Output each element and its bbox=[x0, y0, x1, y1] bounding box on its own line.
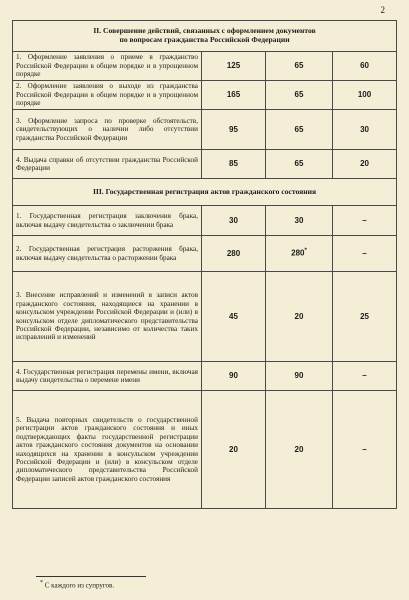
fee-value: 65 bbox=[266, 150, 333, 179]
service-description: 3. Оформление запроса по проверке обстоятельств, свидетельствующих о наличии либо отсутствии гражданства Российской Федерации bbox=[13, 110, 202, 150]
footnote-divider bbox=[36, 576, 146, 577]
fee-value: 25 bbox=[333, 272, 397, 362]
fee-value: – bbox=[333, 391, 397, 509]
fee-value: 65 bbox=[266, 110, 333, 150]
fee-value: 45 bbox=[202, 272, 266, 362]
fee-value: 60 bbox=[333, 52, 397, 81]
table-row bbox=[13, 362, 397, 391]
service-description: 4. Выдача справки об отсутствии гражданства Российской Федерации bbox=[13, 150, 202, 179]
footnote-marker: * bbox=[40, 580, 43, 586]
fee-value-cell bbox=[266, 236, 333, 272]
fee-value: 30 bbox=[202, 206, 266, 236]
section-title-line: III. Государственная регистрация актов гражданского состояния bbox=[92, 186, 317, 196]
table-row bbox=[13, 272, 397, 362]
footnote-text: С каждого из супругов. bbox=[44, 581, 115, 590]
table-row bbox=[13, 206, 397, 236]
fee-value: 20 bbox=[266, 391, 333, 509]
fee-table bbox=[12, 20, 397, 509]
table-row bbox=[13, 81, 397, 110]
fee-value: 125 bbox=[202, 52, 266, 81]
section-title bbox=[13, 179, 397, 206]
service-description: 3. Внесение исправлений и изменений в записи актов гражданского состояния, находящиеся на хранении в консульском учреждении Российской Федерации и (или) в консульском отделе дипломатического представительства Российской Федерации, независимо от количества таких исправлений и изменений bbox=[13, 272, 202, 362]
fee-value: 30 bbox=[266, 206, 333, 236]
footnote-marker: * bbox=[304, 248, 307, 255]
section-title-line: по вопросам гражданства Российской Федерации bbox=[119, 35, 290, 44]
fee-value: 95 bbox=[202, 110, 266, 150]
fee-value: 20 bbox=[333, 150, 397, 179]
fee-value: – bbox=[333, 362, 397, 391]
page-number: 2 bbox=[380, 5, 385, 15]
service-description: 1. Оформление заявления о приеме в гражданство Российской Федерации в общем порядке и в упрощенном порядке bbox=[13, 52, 202, 81]
fee-value: 20 bbox=[266, 272, 333, 362]
service-description: 5. Выдача повторных свидетельств о государственной регистрации актов гражданского состояния и иных подтверждающих факты государственной регистрации актов гражданского состояния документов на основании находящихся на хранении в консульском учреждении Российской Федерации и (или) в консульском отделе дипломатического представительства Российской Федерации записей актов гражданского состояния bbox=[13, 391, 202, 509]
section-header-row bbox=[13, 179, 397, 206]
section-header-row bbox=[13, 21, 397, 52]
fee-value: 90 bbox=[266, 362, 333, 391]
table-row bbox=[13, 391, 397, 509]
fee-value: 280 bbox=[202, 236, 266, 272]
section-title-line: II. Совершение действий, связанных с оформлением документов bbox=[93, 26, 316, 36]
service-description: 1. Государственная регистрация заключения брака, включая выдачу свидетельства о заключении брака bbox=[13, 206, 202, 236]
fee-value: – bbox=[333, 206, 397, 236]
footnote bbox=[40, 580, 114, 589]
fee-value: 65 bbox=[266, 81, 333, 110]
fee-value: 165 bbox=[202, 81, 266, 110]
service-description: 2. Оформление заявления о выходе из гражданства Российской Федерации в общем порядке и в упрощенном порядке bbox=[13, 81, 202, 110]
table-row bbox=[13, 236, 397, 272]
table-row bbox=[13, 150, 397, 179]
fee-value: 20 bbox=[202, 391, 266, 509]
fee-value: 85 bbox=[202, 150, 266, 179]
table-row bbox=[13, 110, 397, 150]
fee-value: 280 bbox=[291, 249, 305, 259]
fee-value: – bbox=[333, 236, 397, 272]
table-row bbox=[13, 52, 397, 81]
fee-value: 90 bbox=[202, 362, 266, 391]
service-description: 4. Государственная регистрация перемены имени, включая выдачу свидетельства о перемене имени bbox=[13, 362, 202, 391]
fee-value: 30 bbox=[333, 110, 397, 150]
fee-value: 100 bbox=[333, 81, 397, 110]
fee-value: 65 bbox=[266, 52, 333, 81]
service-description: 2. Государственная регистрация расторжения брака, включая выдачу свидетельства о расторжении брака bbox=[13, 236, 202, 272]
section-title bbox=[13, 21, 397, 52]
